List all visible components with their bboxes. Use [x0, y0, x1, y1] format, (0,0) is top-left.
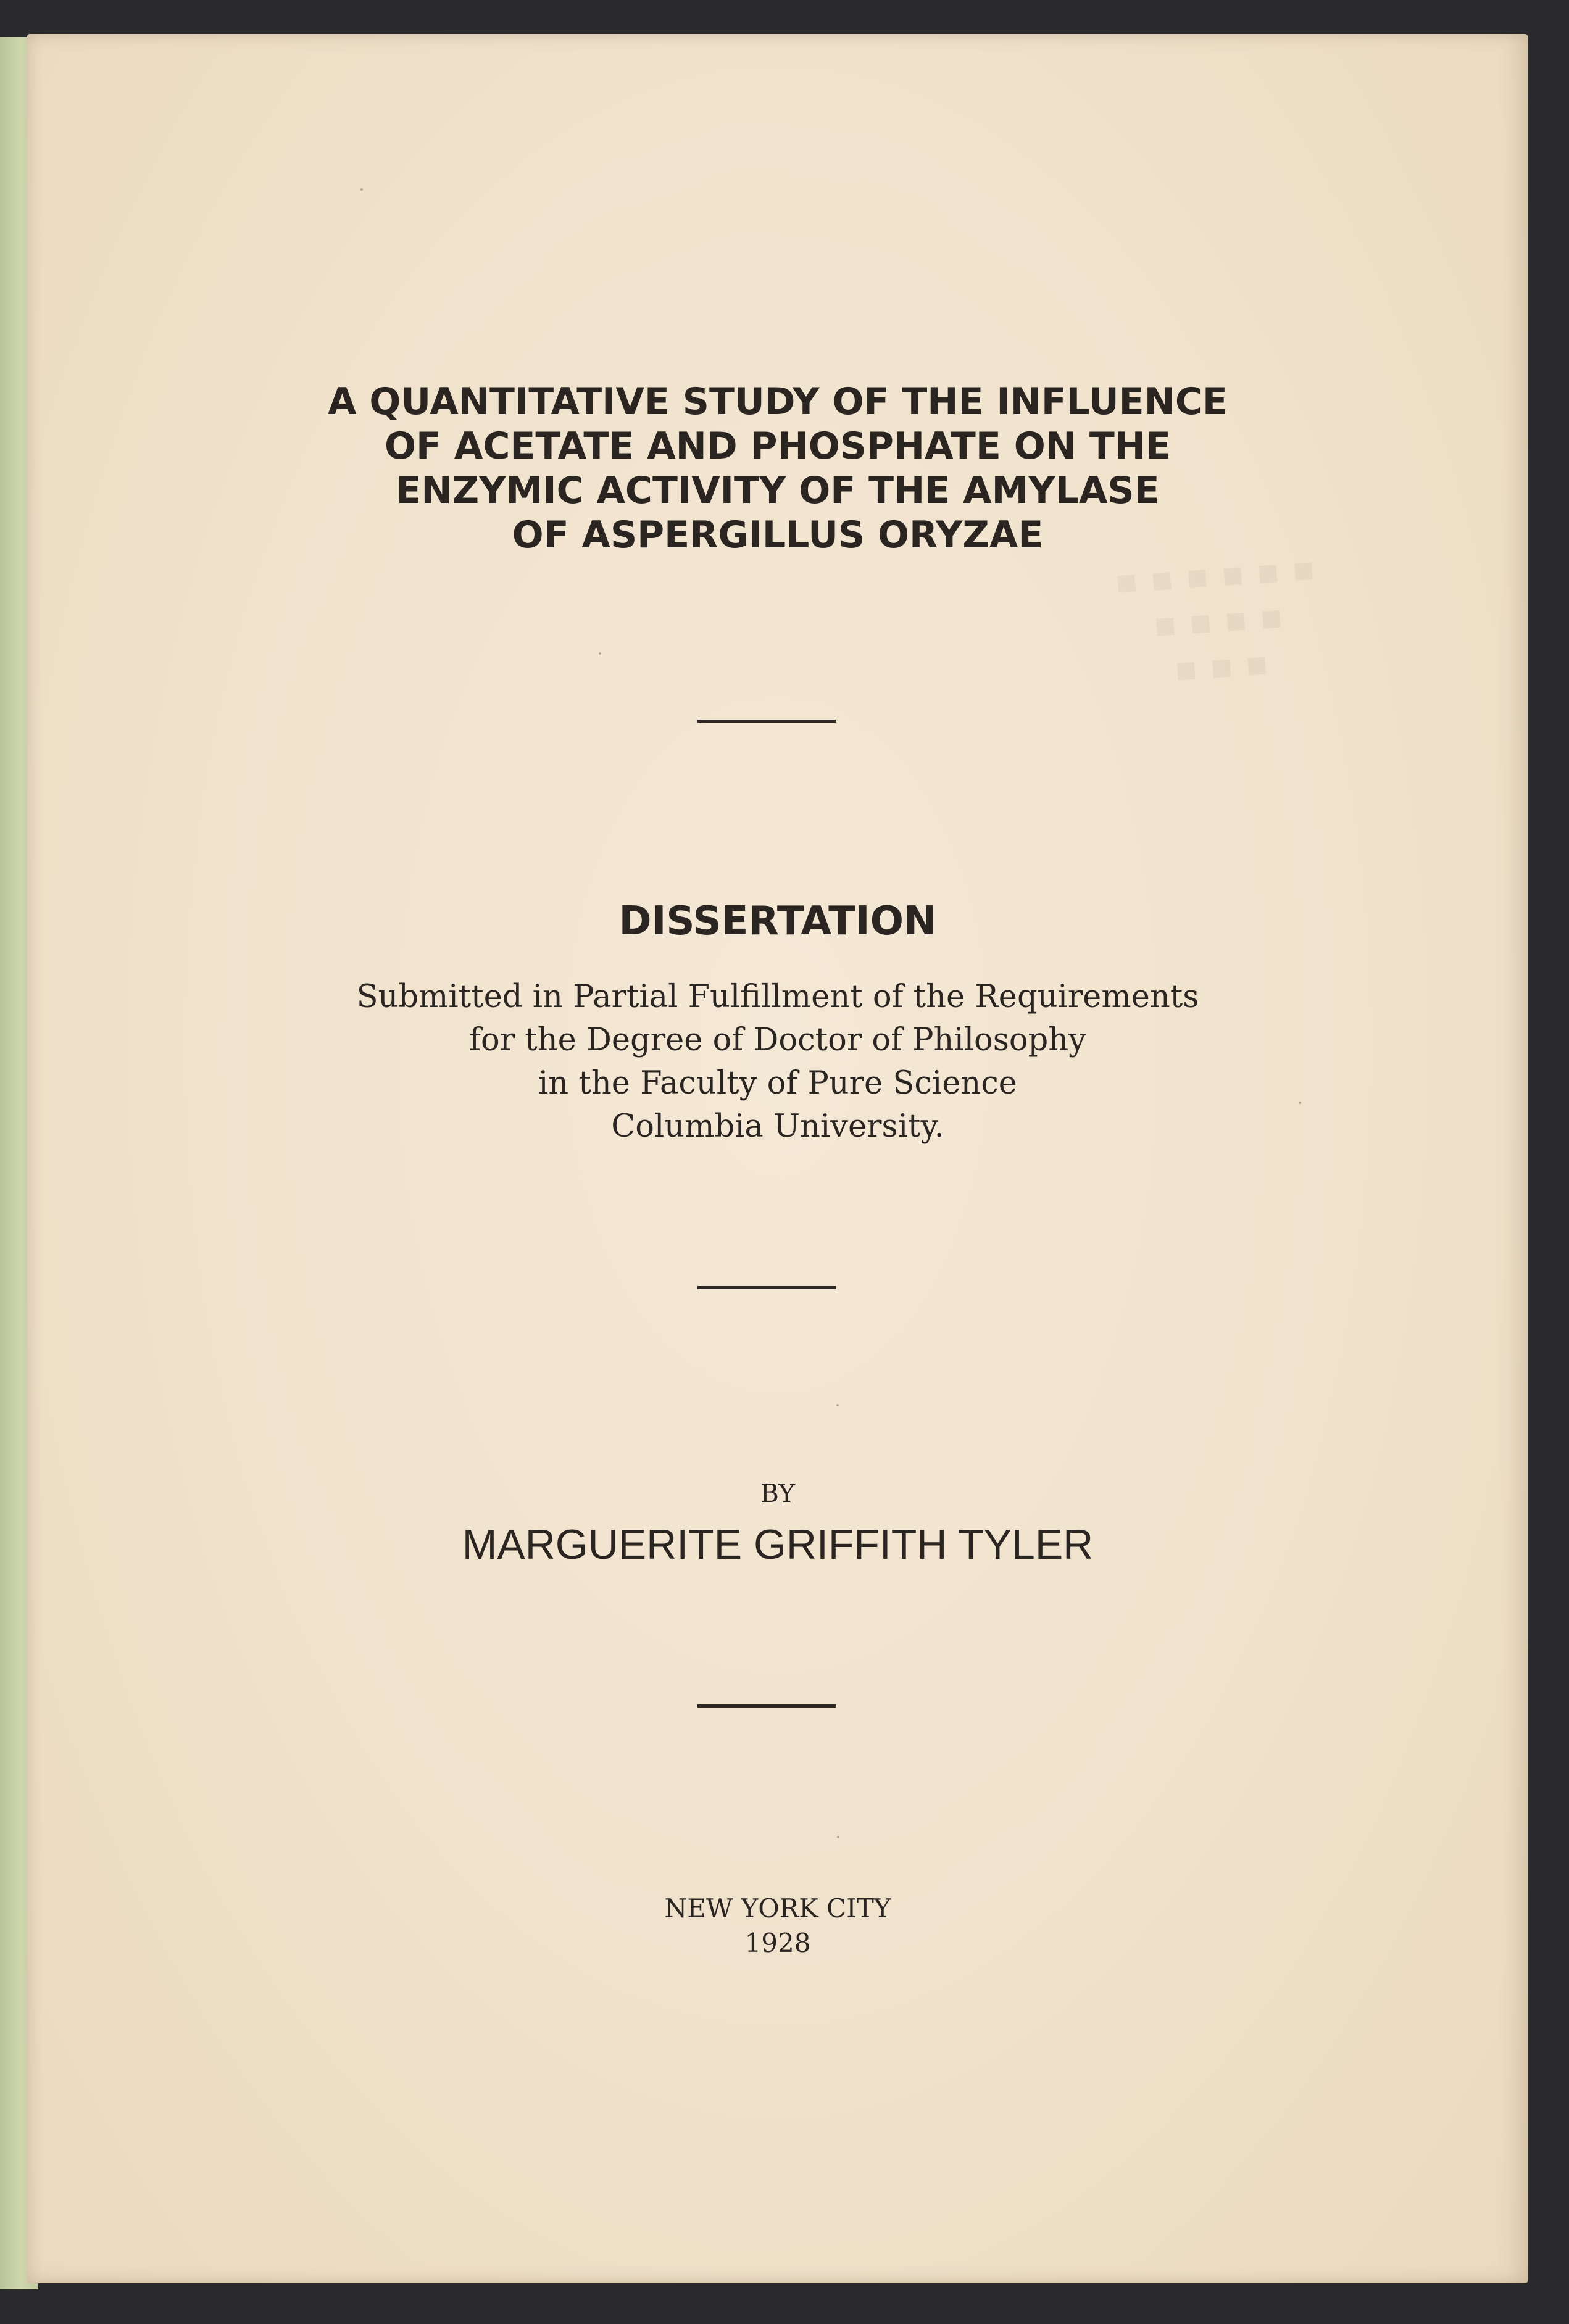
dissertation-heading: DISSERTATION — [618, 898, 937, 944]
by-label: BY — [760, 1479, 796, 1508]
dissertation-statement — [27, 976, 1528, 1148]
title-page — [27, 34, 1528, 2283]
paper-speck — [1299, 1102, 1301, 1104]
statement-line-3: in the Faculty of Pure Science — [538, 1065, 1017, 1102]
author-name: MARGUERITE GRIFFITH TYLER — [462, 1521, 1094, 1568]
dissertation-title — [27, 380, 1528, 557]
paper-speck — [360, 188, 363, 191]
title-line-3: ENZYMIC ACTIVITY OF THE AMYLASE — [396, 469, 1160, 512]
paper-speck — [836, 1404, 839, 1406]
faded-library-stamp: ▪ ▪ ▪ ▪ ▪ ▪ ▪ ▪ ▪ ▪ ▪ ▪ ▪ — [1113, 548, 1317, 690]
title-line-1: A QUANTITATIVE STUDY OF THE INFLUENCE — [328, 380, 1228, 423]
statement-line-4: Columbia University. — [611, 1108, 944, 1145]
paper-speck — [837, 1836, 839, 1838]
statement-line-2: for the Degree of Doctor of Philosophy — [469, 1022, 1086, 1058]
divider-rule-middle — [697, 1286, 836, 1289]
divider-rule-bottom — [697, 1704, 836, 1708]
statement-line-1: Submitted in Partial Fulfillment of the Requirements — [356, 979, 1199, 1015]
divider-rule-top — [697, 720, 836, 723]
title-line-2: OF ACETATE AND PHOSPHATE ON THE — [385, 425, 1171, 468]
publication-place: NEW YORK CITY — [664, 1893, 891, 1924]
publication-year: 1928 — [744, 1928, 811, 1958]
paper-speck — [599, 652, 601, 655]
title-line-4: OF ASPERGILLUS ORYZAE — [512, 513, 1044, 557]
